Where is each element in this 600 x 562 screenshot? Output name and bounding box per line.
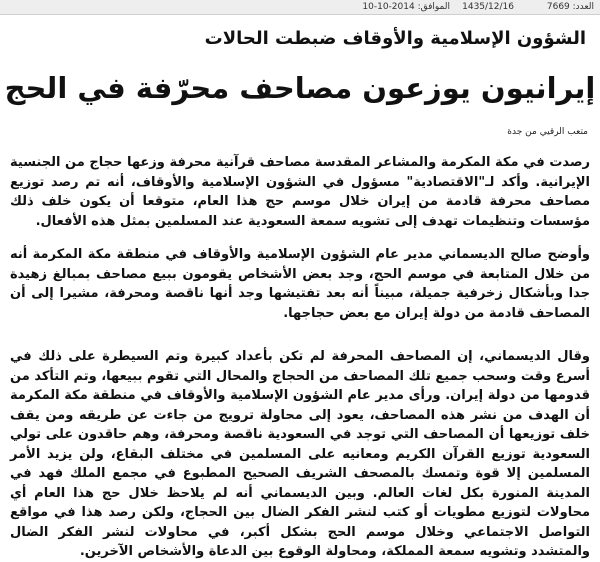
gregorian-date: الموافق: 2014-10-10 [362, 2, 450, 12]
article-paragraph-2: وأوضح صالح الديسماني مدير عام الشؤون الإسلامية والأوقاف في منطقة مكة المكرمة أنه من خلال المتابعة في موسم الحج، وجد بعض الأشخاص يقومون ببيع مصاحف بمبالغ زهيدة جدا وبأشكال زخرفية جميلة، مبيناً أنه بعد تفتيشها وجد أنها ناقصة ومحرفة، مشيرا إلى أن المصاحف قادمة من دولة إيران مع بعض حجاجها. [10, 247, 590, 321]
article-paragraph-3: وقال الديسماني، إن المصاحف المحرفة لم تكن بأعداد كبيرة وتم السيطرة على ذلك في أسرع وقت وسحب جميع تلك المصاحف من الحجاج والمحال التي تقوم ببيعها، وتم التأكد من قدومها من دولة إيران. ورأى مدير عام الشؤون الإسلامية والأوقاف في منطقة مكة المكرمة أن الهدف من نشر هذه المصاحف، يعود إلى محاولة ترويج من جاءت عن طريقه ومن يقف خلف توزيعها أن المصاحف التي توجد في السعودية ناقصة ومحرفة، وهم حاقدون على تولي السعودية توزيع القرآن الكريم ومعانيه على المسلمين في مختلف البقاع، ولن يزيد الأمر المسلمين إلا قوة وتمسك بالمصحف الشريف الصحيح المطبوع في مجمع الملك فهد في المدينة المنورة بكل لغات العالم. وبين الديسماني أنه لم يلاحظ خلال حج هذا العام أي محاولات لتوزيع مطويات أو كتب لنشر الفكر الضال بين الحجاج، ولكن رصد هذا في مواقع التواصل الاجتماعي وخلال موسم الحج بشكل أكبر، في محاولات لنشر الفكر الضال والمتشدد وتشويه سمعة المملكة، ومحاولة الوقوع بين الدعاة والأشخاص الآخرين. [10, 349, 590, 559]
issue-number: العدد: 7669 [546, 2, 594, 12]
issue-info-bar [0, 0, 600, 15]
section-title: الشؤون الإسلامية والأوقاف ضبطت الحالات [204, 28, 586, 49]
article-paragraph-1: رصدت في مكة المكرمة والمشاعر المقدسة مصاحف قرآنية محرفة وزعها حجاج من الجنسية الإيرانية. وأكد لـ"الاقتصادية" مسؤول في الشؤون الإسلامية والأوقاف، أنه تم رصد توزيع مصاحف محرفة قادمة من إيران خلال موسم حج هذا العام، متوقعا أن يكون خلف ذلك مؤسسات وتنظيمات تهدف إلى تشويه سمعة السعودية عند المسلمين بمثل هذه الأفعال. [10, 155, 590, 229]
hijri-date: 1435/12/16 [462, 2, 514, 12]
article-byline: متعب الرقيي من جدة [507, 127, 588, 137]
article-headline: إيرانيون يوزعون مصاحف محرّفة في الحج [4, 71, 596, 105]
